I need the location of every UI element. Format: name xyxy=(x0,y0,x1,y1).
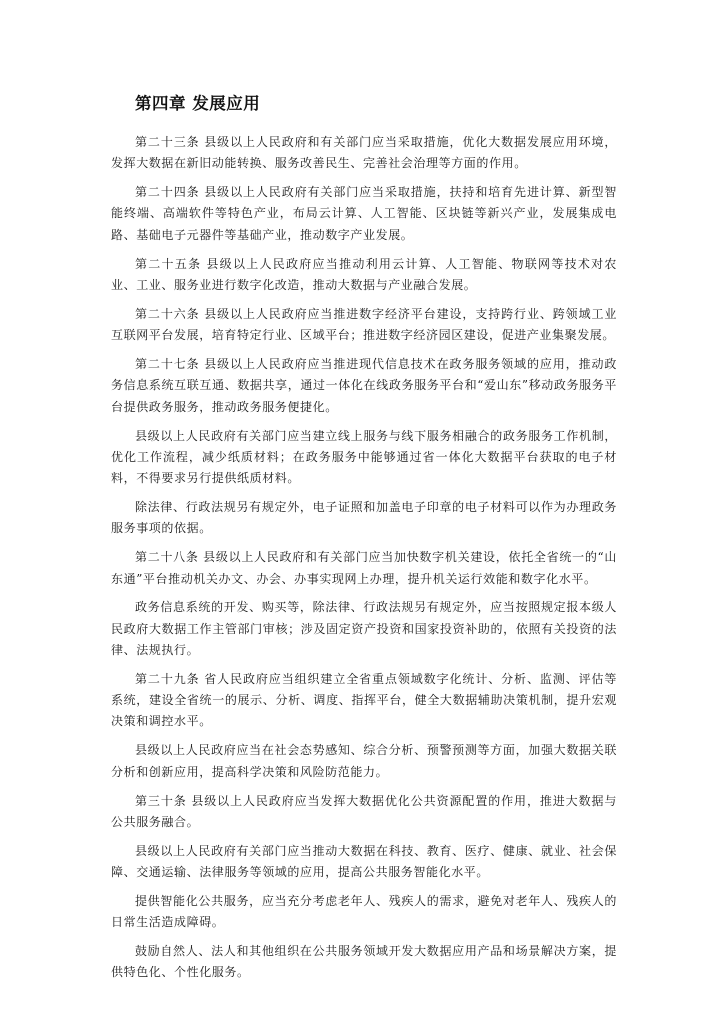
article-28-paragraph: 第二十八条 县级以上人民政府和有关部门应当加快数字机关建设，依托全省统一的“山东通”平台推动机关办文、办会、办事实现网上办理，提升机关运行效能和数字化水平。 xyxy=(111,550,617,586)
article-23-paragraph: 第二十三条 县级以上人民政府和有关部门应当采取措施，优化大数据发展应用环境，发挥大数据在新旧动能转换、服务改善民生、完善社会治理等方面的作用。 xyxy=(111,135,617,171)
article-25-paragraph: 第二十五条 县级以上人民政府应当推动利用云计算、人工智能、物联网等技术对农业、工业、服务业进行数字化改造，推动大数据与产业融合发展。 xyxy=(111,256,617,292)
article-29-clause-2-paragraph: 县级以上人民政府应当在社会态势感知、综合分析、预警预测等方面，加强大数据关联分析和创新应用，提高科学决策和风险防范能力。 xyxy=(111,743,617,779)
article-26-paragraph: 第二十六条 县级以上人民政府应当推进数字经济平台建设，支持跨行业、跨领域工业互联网平台发展，培育特定行业、区域平台；推进数字经济园区建设，促进产业集聚发展。 xyxy=(111,306,617,343)
article-30-clause-2-paragraph: 县级以上人民政府有关部门应当推动大数据在科技、教育、医疗、健康、就业、社会保障、交通运输、法律服务等领域的应用，提高公共服务智能化水平。 xyxy=(111,843,617,880)
article-30-clause-4-paragraph: 鼓励自然人、法人和其他组织在公共服务领域开发大数据应用产品和场景解决方案，提供特色化、个性化服务。 xyxy=(111,944,617,980)
document-page xyxy=(111,92,617,991)
article-28-clause-2-paragraph: 政务信息系统的开发、购买等，除法律、行政法规另有规定外，应当按照规定报本级人民政府大数据工作主管部门审核；涉及固定资产投资和国家投资补助的，依照有关投资的法律、法规执行。 xyxy=(111,600,617,657)
article-24-paragraph: 第二十四条 县级以上人民政府有关部门应当采取措施，扶持和培育先进计算、新型智能终端、高端软件等特色产业，布局云计算、人工智能、区块链等新兴产业，发展集成电路、基础电子元器件等基础产业，推动数字产业发展。 xyxy=(111,185,617,242)
article-30-paragraph: 第三十条 县级以上人民政府应当发挥大数据优化公共资源配置的作用，推进大数据与公共服务融合。 xyxy=(111,793,617,829)
article-27-clause-2-paragraph: 县级以上人民政府有关部门应当建立线上服务与线下服务相融合的政务服务工作机制，优化工作流程，减少纸质材料；在政务服务中能够通过省一体化大数据平台获取的电子材料，不得要求另行提供纸质材料。 xyxy=(111,428,617,486)
article-27-paragraph: 第二十七条 县级以上人民政府应当推进现代信息技术在政务服务领域的应用，推动政务信息系统互联互通、数据共享，通过一体化在线政务服务平台和“爱山东”移动政务服务平台提供政务服务，推动政务服务便捷化。 xyxy=(111,357,617,414)
chapter-title: 第四章 发展应用 xyxy=(135,94,261,113)
article-29-paragraph: 第二十九条 省人民政府应当组织建立全省重点领域数字化统计、分析、监测、评估等系统，建设全省统一的展示、分析、调度、指挥平台，健全大数据辅助决策机制，提升宏观决策和调控水平。 xyxy=(111,671,617,729)
article-30-clause-3-paragraph: 提供智能化公共服务，应当充分考虑老年人、残疾人的需求，避免对老年人、残疾人的日常生活造成障碍。 xyxy=(111,893,617,930)
article-27-clause-3-paragraph: 除法律、行政法规另有规定外，电子证照和加盖电子印章的电子材料可以作为办理政务服务事项的依据。 xyxy=(111,500,617,536)
